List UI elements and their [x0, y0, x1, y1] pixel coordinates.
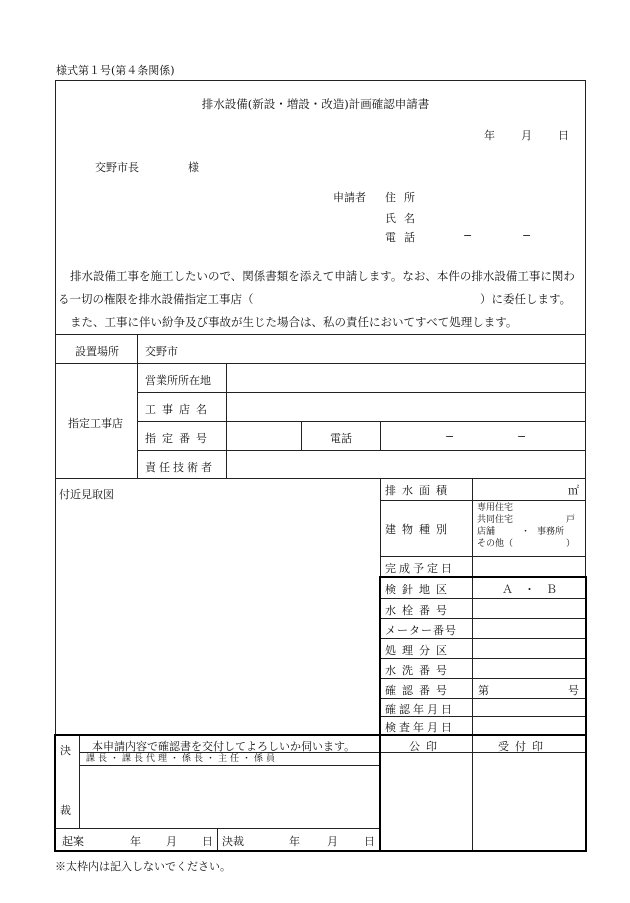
approval-roles: 課長・課長代理・係長・主任・係員	[86, 754, 279, 764]
completion-label: 完成予定日	[385, 562, 455, 575]
meter-district-label: 検針地区	[385, 583, 453, 596]
applicant-phone-dash-2: −	[522, 229, 532, 242]
applicant-address-label: 住所	[385, 191, 423, 204]
building-option-shared: 共同住宅	[477, 515, 514, 525]
approval-vertical-bottom: 裁	[60, 804, 71, 817]
applicant-label: 申請者	[333, 191, 366, 204]
body-text-line-2-end: ）に委任します。	[480, 292, 572, 306]
approval-request: 本申請内容で確認書を交付してよろしいか伺います。	[92, 740, 356, 753]
decision-year: 年	[289, 835, 300, 848]
building-option-shop: 店舗	[477, 527, 496, 537]
body-text-line-3: また、工事に伴い紛争及び事故が生じた場合は、私の責任においてすべて処理します。	[70, 315, 518, 329]
approval-vertical-top: 決	[60, 744, 71, 757]
form-title: 排水設備(新設・増設・改造)計画確認申請書	[201, 97, 430, 111]
date-year: 年	[484, 129, 495, 142]
building-option-exclusive: 専用住宅	[477, 503, 514, 513]
map-label: 付近見取図	[59, 488, 114, 501]
footer-note: ※太枠内は記入しないでください。	[55, 860, 231, 873]
confirm-date-label: 確認年月日	[385, 703, 455, 716]
engineer-label: 責任技術者	[145, 461, 215, 474]
office-address-label: 営業所所在地	[145, 374, 211, 387]
drain-area-unit: ㎡	[568, 484, 579, 497]
body-text-line-1: 排水設備工事を施工したいので、関係書類を添えて申請します。なお、本件の排水設備工事に関わ	[70, 269, 575, 283]
location-value: 交野市	[145, 345, 178, 358]
decision-day: 日	[364, 835, 375, 848]
draft-year: 年	[130, 835, 141, 848]
contractor-label: 指定工事店	[68, 417, 123, 430]
building-type-label: 建物種別	[385, 523, 453, 536]
meter-district-values: Ａ ・ Ｂ	[502, 583, 557, 596]
applicant-phone-dash-1: −	[463, 229, 473, 242]
hydrant-number-label: 水栓番号	[385, 604, 453, 617]
applicant-name-label: 氏名	[385, 212, 423, 225]
official-seal-label: 公印	[409, 740, 443, 753]
building-option-other: その他（	[477, 539, 514, 549]
date-month: 月	[521, 129, 532, 142]
contractor-phone-dash-1: −	[445, 430, 455, 443]
company-name-label: 工事店名	[145, 403, 213, 416]
building-option-dot: ・	[521, 527, 531, 537]
receipt-seal-label: 受付印	[498, 740, 549, 753]
draft-month: 月	[166, 835, 177, 848]
contractor-phone-dash-2: −	[517, 430, 527, 443]
inspect-date-label: 検査年月日	[385, 721, 455, 734]
flush-number-label: 水洗番号	[385, 664, 453, 677]
treatment-district-label: 処理分区	[385, 644, 453, 657]
location-label: 設置場所	[75, 345, 119, 358]
meter-number-label: メーター番号	[385, 624, 457, 637]
draft-day: 日	[202, 835, 213, 848]
honorific: 様	[188, 161, 199, 174]
form-number: 様式第１号(第４条関係)	[56, 64, 175, 77]
designation-number-label: 指定番号	[145, 432, 213, 445]
decision-label: 決裁	[222, 835, 244, 848]
body-text-line-2: る一切の権限を排水設備指定工事店（	[58, 292, 254, 306]
building-option-units: 戸	[566, 515, 576, 525]
draft-label: 起案	[62, 835, 84, 848]
applicant-phone-label: 電話	[385, 231, 423, 244]
addressee: 交野市長	[95, 161, 139, 174]
drain-area-label: 排水面積	[385, 484, 453, 497]
building-option-other-close: ）	[566, 539, 576, 549]
decision-month: 月	[327, 835, 338, 848]
date-day: 日	[558, 129, 569, 142]
confirm-number-suffix: 号	[568, 684, 579, 697]
confirm-number-prefix: 第	[478, 684, 489, 697]
contractor-phone-label: 電話	[330, 432, 352, 445]
building-option-office: 事務所	[537, 527, 565, 537]
confirm-number-label: 確認番号	[385, 684, 453, 697]
